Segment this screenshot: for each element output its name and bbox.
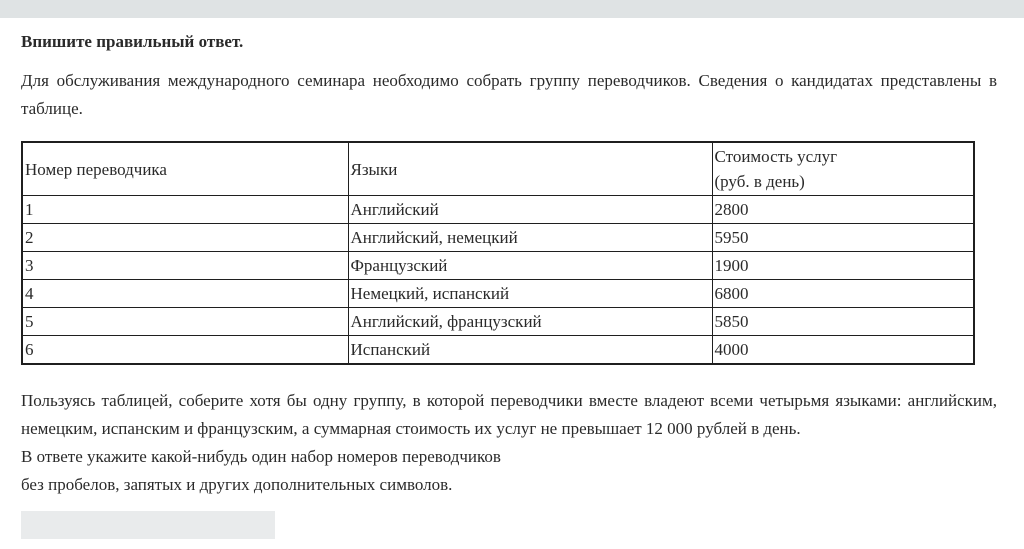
languages-cell: Английский, французский [348, 308, 712, 336]
translator-number-cell: 5 [22, 308, 348, 336]
header-translator-number: Номер переводчика [22, 142, 348, 196]
task-paragraph [21, 387, 997, 499]
task-sentence-2: В ответе укажите какой-нибудь один набор номеров переводчиков [21, 447, 501, 466]
header-cost [712, 142, 974, 196]
candidates-table [21, 141, 975, 365]
translator-number-cell: 1 [22, 196, 348, 224]
languages-cell: Английский, немецкий [348, 224, 712, 252]
table-row [22, 280, 974, 308]
cost-cell: 2800 [712, 196, 974, 224]
table-row [22, 224, 974, 252]
question-page [0, 28, 1024, 539]
header-cost-line1: Стоимость услуг [714, 147, 838, 166]
question-heading: Впишите правильный ответ. [21, 32, 244, 51]
translator-number-cell: 6 [22, 336, 348, 365]
top-bar [0, 0, 1024, 18]
table-row [22, 196, 974, 224]
table-row [22, 252, 974, 280]
cost-cell: 4000 [712, 336, 974, 365]
translator-number-cell: 4 [22, 280, 348, 308]
candidates-table-header [22, 142, 974, 196]
answer-input[interactable] [21, 511, 275, 539]
header-row [22, 142, 974, 196]
cost-cell: 1900 [712, 252, 974, 280]
intro-paragraph: Для обслуживания международного семинара необходимо собрать группу переводчиков. Сведения о кандидатах представлены в таблице. [21, 71, 997, 118]
cost-cell: 6800 [712, 280, 974, 308]
languages-cell: Немецкий, испанский [348, 280, 712, 308]
header-languages: Языки [348, 142, 712, 196]
table-row [22, 308, 974, 336]
languages-cell: Французский [348, 252, 712, 280]
languages-cell: Английский [348, 196, 712, 224]
translator-number-cell: 3 [22, 252, 348, 280]
cost-cell: 5950 [712, 224, 974, 252]
task-sentence-3: без пробелов, запятых и других дополнительных символов. [21, 475, 453, 494]
translator-number-cell: 2 [22, 224, 348, 252]
cost-cell: 5850 [712, 308, 974, 336]
table-row [22, 336, 974, 365]
languages-cell: Испанский [348, 336, 712, 365]
header-cost-line2: (руб. в день) [714, 172, 805, 191]
task-sentence-1: Пользуясь таблицей, соберите хотя бы одну группу, в которой переводчики вместе владеют всеми четырьмя языками: английским, немецким, испанским и французским, а суммарная стоимость их услуг не превышает 12 000 рублей в день. [21, 391, 997, 438]
